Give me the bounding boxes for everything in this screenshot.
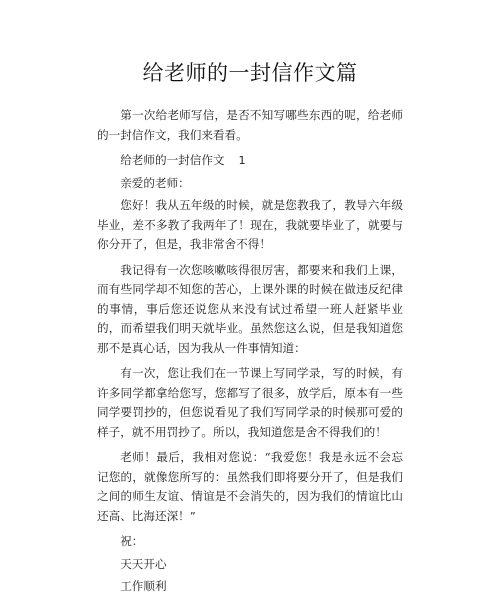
letter-paragraph: 有一次，您让我们在一节课上写同学录，写的时候，有许多同学都拿给您写，您都写了很多，放学后，原本有一些同学要罚抄的，但您说看见了我们写同学录的时候那可爱的样子，就不用罚抄了。所以，我知道您是舍不得我们的！ xyxy=(97,366,403,439)
letter-wish: 天天开心 xyxy=(120,556,167,571)
letter-paragraph: 我记得有一次您咳嗽咳得很厉害，都要来和我们上课，而有些同学却不知您的苦心，上课外课的时候在做违反纪律的事情，事后您还说您从来没有试过希望一班人赶紧毕业的，而希望我们明天就毕业。虽然您这么说，但是我知道您那不是真心话，因为我从一件事情知道： xyxy=(97,262,403,355)
letter-salutation: 亲爱的老师： xyxy=(120,175,190,190)
document-title: 给老师的一封信作文篇 xyxy=(142,61,358,85)
letter-paragraph: 您好！我从五年级的时候，就是您教我了，教导六年级毕业，差不多教了我两年了！现在，我就要毕业了，就要与你分开了，但是，我非常舍不得！ xyxy=(97,198,403,251)
letter-subtitle-text: 给老师的一封信作文 xyxy=(120,153,225,167)
document-body xyxy=(97,106,403,600)
intro-paragraph: 第一次给老师写信，是否不知写哪些东西的呢，给老师的一封信作文，我们来看看。 xyxy=(97,108,403,142)
letter-paragraph: 老师！最后，我相对您说：“我爱您！我是永远不会忘记您的，就像您所写的：虽然我们即将要分开了，但是我们之间的师生友谊、情谊是不会消失的，因为我们的情谊比山还高、比海还深！” xyxy=(97,450,403,523)
letter-closing: 祝： xyxy=(120,534,144,548)
letter-wish: 工作顺利 xyxy=(120,579,167,593)
letter-subtitle-number: 1 xyxy=(238,154,246,167)
letter-subtitle xyxy=(97,151,403,171)
